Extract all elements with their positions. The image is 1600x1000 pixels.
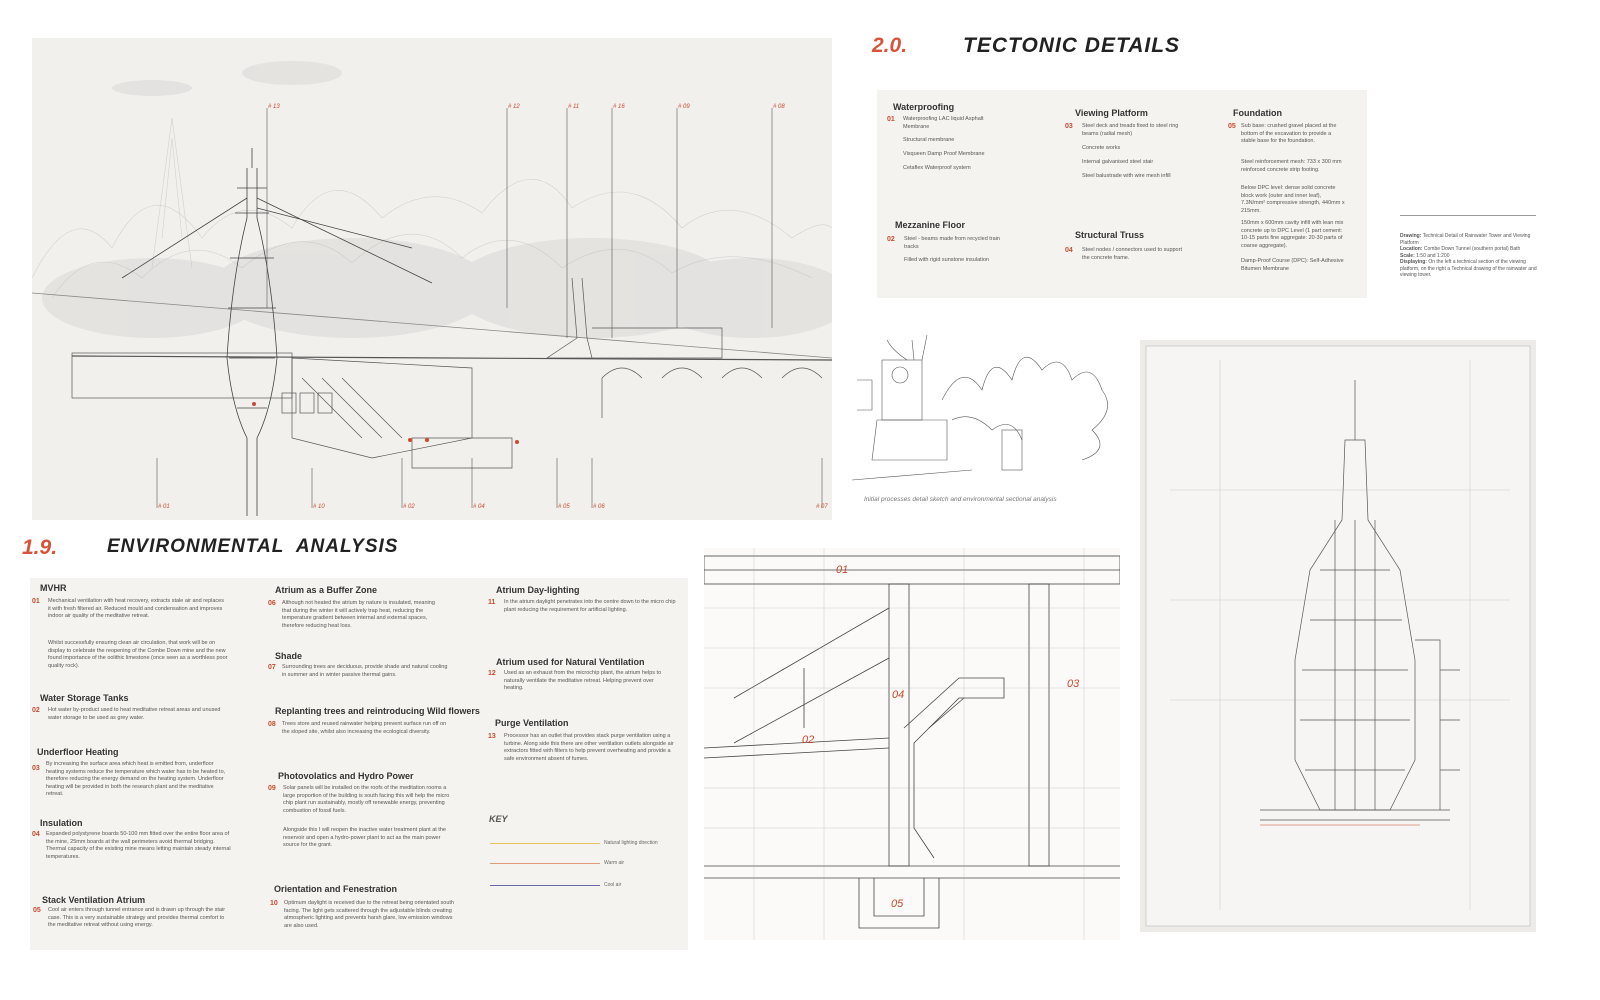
- tag-06: # 06: [593, 504, 605, 510]
- waterproofing-item-2: Structural membrane: [903, 137, 955, 143]
- underfloor-heading: Underfloor Heating: [37, 747, 119, 757]
- mvhr-heading: MVHR: [40, 583, 67, 593]
- buffer-zone-heading: Atrium as a Buffer Zone: [275, 585, 378, 595]
- replanting-text: Trees store and reused rainwater helping prevent surface run off on the sloped site, whilst also increasing the ecological diversity.: [282, 721, 447, 735]
- tag-12: # 12: [508, 104, 520, 110]
- tag-01: # 01: [158, 504, 170, 510]
- mvhr-num: 01: [32, 598, 40, 605]
- foundation-item-1: Sub base: crushed gravel placed at the bottom of the excavation to provide a stable base for the foundation.: [1241, 123, 1337, 144]
- section-drawing-svg: [32, 38, 832, 520]
- key-line-cool: [490, 885, 600, 886]
- environmental-analysis-panel: [30, 578, 688, 950]
- shade-heading: Shade: [275, 651, 303, 661]
- water-storage-num: 02: [32, 707, 40, 714]
- shade-num: 07: [268, 664, 276, 671]
- mvhr-text: Mechanical ventilation with heat recovery, extracts stale air and replaces it with fresh filtered air. Reduced mould and condensation and improves indoor air quality of the meditative retreat.: [48, 598, 224, 619]
- mvhr-text-2: Whilst successfully ensuring clean air circulation, that work will be on display to celebrate the reopening of the Combe Down mine and the new found importance of the oolithic limestone (once seen as a worthless poor quality rock).: [48, 640, 228, 669]
- key-label-warm: Warm air: [604, 860, 625, 866]
- drawing-text: Technical Detail of Rainwater Tower and Viewing Platform: [1400, 233, 1531, 246]
- replanting-num: 08: [268, 721, 276, 728]
- viewing-platform-item-1: Steel deck and treads fixed to steel ring beams (radial mesh): [1082, 123, 1179, 137]
- natural-ventilation-heading: Atrium used for Natural Ventilation: [496, 657, 645, 667]
- foundation-item-4: 150mm x 600mm cavity infill with lean mix concrete up to DPC Level (1 part cement: 10-15 parts fine aggregate: 20-30 parts of coarse aggregate).: [1241, 220, 1344, 249]
- drawing-info: [1400, 233, 1538, 279]
- tag-09: # 09: [678, 104, 690, 110]
- section-2-title: TECTONIC DETAILS: [963, 34, 1181, 57]
- mezzanine-num: 02: [887, 236, 895, 243]
- stack-ventilation-num: 05: [33, 907, 41, 914]
- drawing-info-divider: [1400, 215, 1536, 216]
- purge-ventilation-num: 13: [488, 733, 496, 740]
- tag-02: # 02: [403, 504, 415, 510]
- photovoltaics-num: 09: [268, 785, 276, 792]
- displaying-text: On the left a technical section of the viewing platform, on the right a Technical drawing of the rainwater and viewing tower.: [1400, 259, 1537, 278]
- waterproofing-item-3: Visqueen Damp Proof Membrane: [903, 151, 985, 157]
- section-1-number: 1.9.: [22, 536, 58, 559]
- purge-ventilation-text: Processor has an outlet that provides stack purge ventilation using a turbine. Along side this there are other ventilation outlets alongside air extractors fitted with filters to help prevent overheating and provide a safe environment absent of fumes.: [504, 733, 674, 762]
- mezzanine-item-1: Steel - beams made from recycled train tracks: [904, 236, 1000, 250]
- process-sketch-svg: [852, 320, 1122, 500]
- tag-10: # 10: [313, 504, 325, 510]
- tectonic-details-panel: [877, 90, 1367, 298]
- insulation-heading: Insulation: [40, 818, 83, 828]
- viewing-platform-heading: Viewing Platform: [1075, 108, 1148, 118]
- key-line-warm: [490, 863, 600, 864]
- shade-text: Surrounding trees are deciduous, provide shade and natural cooling in summer and in winter passive thermal gains.: [282, 664, 448, 678]
- structural-truss-heading: Structural Truss: [1075, 230, 1145, 240]
- natural-ventilation-num: 12: [488, 670, 496, 677]
- tag-16: # 16: [613, 104, 625, 110]
- key-line-light: [490, 843, 600, 844]
- rainwater-tower-drawing: [1140, 340, 1536, 932]
- waterproofing-heading: Waterproofing: [893, 102, 955, 112]
- insulation-num: 04: [32, 831, 40, 838]
- viewing-platform-item-3: Internal galvanised steel stair: [1082, 159, 1154, 165]
- tag-11: # 11: [568, 104, 580, 110]
- detail-tag-03: 03: [1067, 678, 1080, 690]
- replanting-heading: Replanting trees and reintroducing Wild flowers: [275, 706, 480, 716]
- daylighting-num: 11: [488, 599, 496, 606]
- location-text: Combe Down Tunnel (southern portal) Bath: [1423, 246, 1521, 252]
- key-label-light: Natural lighting direction: [604, 840, 658, 846]
- tag-07: # 07: [816, 504, 828, 510]
- section-1-title: ENVIRONMENTAL ANALYSIS: [107, 536, 399, 557]
- waterproofing-item-1: Waterproofing LAC liquid Asphalt Membrane: [903, 116, 984, 130]
- orientation-heading: Orientation and Fenestration: [274, 884, 398, 894]
- structural-truss-item-1: Steel nodes / connectors used to support the concrete frame.: [1082, 247, 1182, 261]
- viewing-platform-item-2: Concrete works: [1082, 145, 1121, 151]
- tower-svg: [1140, 340, 1536, 932]
- mezzanine-item-2: Filled with rigid sunstone insulation: [904, 257, 989, 263]
- tag-04: # 04: [473, 504, 485, 510]
- foundation-heading: Foundation: [1233, 108, 1282, 118]
- viewing-platform-detail: [704, 548, 1120, 940]
- key-title: KEY: [489, 814, 508, 824]
- buffer-zone-num: 06: [268, 600, 276, 607]
- scale-text: 1:50 and 1:200: [1416, 252, 1450, 259]
- detail-tag-02: 02: [802, 734, 815, 746]
- underfloor-text: By increasing the surface area which heat is emitted from, underfloor heating systems reduce the temperature which water has to be heated to, therefore reducing the energy demand on the heating system. Underfloor heating will be provided in both the research plant and the meditative retreat.: [46, 761, 226, 797]
- underfloor-num: 03: [32, 765, 40, 772]
- viewing-platform-num: 03: [1065, 123, 1073, 130]
- daylighting-text: In the atrium daylight penetrates into the centre down to the micro chip plant reducing the requirement for artificial lighting.: [504, 599, 676, 613]
- tag-13: # 13: [268, 104, 280, 110]
- orientation-text: Optimum daylight is received due to the retreat being orientated south facing. The light gets scattered through the adjustable blinds creating atmospheric lighting and prevents harsh glare, low emission windows are also used.: [284, 900, 454, 929]
- foundation-item-5: Damp-Proof Course (DPC): Self-Adhesive Bitumen Membrane: [1241, 258, 1344, 272]
- daylighting-heading: Atrium Day-lighting: [496, 585, 580, 595]
- waterproofing-num: 01: [887, 116, 895, 123]
- displaying-label: Displaying:: [1400, 259, 1427, 265]
- mezzanine-heading: Mezzanine Floor: [895, 220, 966, 230]
- water-storage-text: Hot water by-product used to heat meditative retreat areas and unused water storage to be used as grey water.: [48, 707, 221, 721]
- stack-ventilation-text: Cool air enters through tunnel entrance and is drawn up through the stair case. This is a very sustainable strategy and provides thermal comfort to the meditative retreat without using energy.: [48, 907, 226, 928]
- viewing-platform-item-4: Steel balustrade with wire mesh infill: [1082, 173, 1171, 179]
- orientation-num: 10: [270, 900, 278, 907]
- key-label-cool: Cool air: [604, 882, 622, 888]
- photovoltaics-text: Solar panels will be installed on the roofs of the meditation rooms a large proportion of the building is south facing this will help the micro chip plant run sustainably, mostly off renewable energy, preventing combustion of fossil fuels.: [283, 785, 450, 814]
- drawing-label: Drawing:: [1400, 233, 1422, 239]
- water-storage-heading: Water Storage Tanks: [40, 693, 129, 703]
- waterproofing-item-4: Cetaflex Waterproof system: [903, 165, 971, 171]
- detail-svg: [704, 548, 1120, 940]
- environmental-section-drawing: [32, 38, 832, 520]
- detail-tag-01: 01: [836, 564, 849, 576]
- scale-label: Scale:: [1400, 252, 1415, 259]
- photovoltaics-heading: Photovolatics and Hydro Power: [278, 771, 414, 781]
- location-label: Location:: [1400, 246, 1423, 252]
- tag-05: # 05: [558, 504, 570, 510]
- detail-tag-04: 04: [892, 689, 905, 701]
- sketch-caption: Initial processes detail sketch and environmental sectional analysis: [864, 496, 1057, 503]
- foundation-item-2: Steel reinforcement mesh: 733 x 300 mm reinforced concrete strip footing.: [1241, 159, 1342, 173]
- insulation-text: Expanded polystyrene boards 50-100 mm fitted over the entire floor area of the mine, 25mm boards at the wall perimeters avoid thermal bridging. Thermal capacity of the existing mine means letting maintain steady internal temperatures.: [46, 831, 231, 860]
- purge-ventilation-heading: Purge Ventilation: [495, 718, 569, 728]
- process-sketch: [852, 320, 1122, 500]
- stack-ventilation-heading: Stack Ventilation Atrium: [42, 895, 146, 905]
- section-2-number: 2.0.: [872, 34, 908, 57]
- natural-ventilation-text: Used as an exhaust from the microchip plant, the atrium helps to naturally ventilate the meditative retreat. Helping prevent over heating.: [504, 670, 662, 691]
- foundation-item-3: Below DPC level: dense solid concrete block work (outer and inner leaf), 7.3N/mm² compressive strength, 440mm x 215mm.: [1241, 185, 1345, 214]
- detail-tag-05: 05: [891, 898, 904, 910]
- structural-truss-num: 04: [1065, 247, 1073, 254]
- tag-08: # 08: [773, 104, 785, 110]
- photovoltaics-text-2: Alongside this I will reopen the inactive water treatment plant at the reservoir and open a hydro-power plant to act as the main power source for the grant.: [283, 827, 446, 848]
- buffer-zone-text: Although not heated the atrium by nature is insulated, meaning that during the winter it will actively trap heat, reducing the temperature gradient between internal and external spaces, therefore reducing heat loss.: [282, 600, 435, 629]
- foundation-num: 05: [1228, 123, 1236, 130]
